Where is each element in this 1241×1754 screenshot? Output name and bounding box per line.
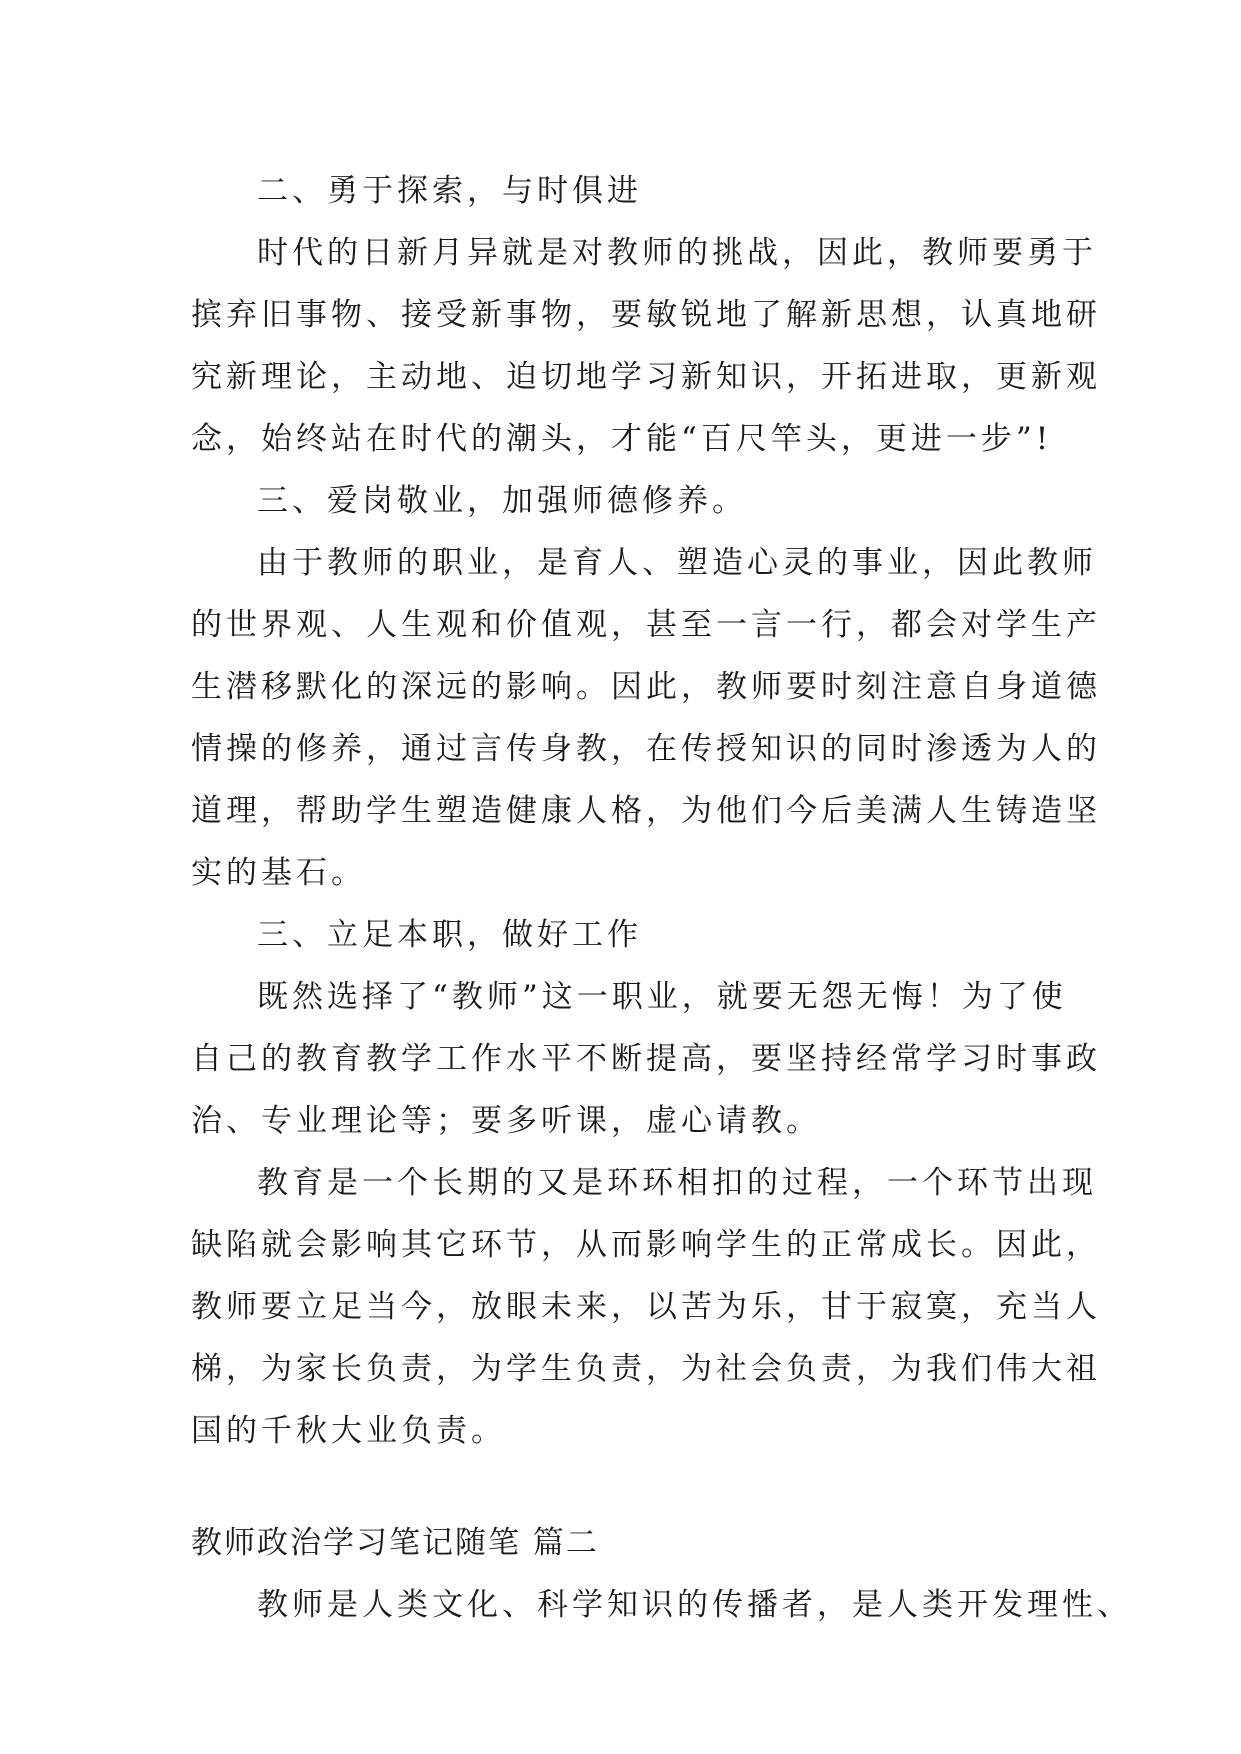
paragraph-line: 的世界观、人生观和价值观，甚至一言一行，都会对学生产: [191, 607, 1101, 643]
paragraph-line: 由于教师的职业，是育人、塑造心灵的事业，因此教师: [257, 545, 1097, 581]
paragraph-line: 情操的修养，通过言传身教，在传授知识的同时渗透为人的: [191, 731, 1101, 767]
paragraph-line: 时代的日新月异就是对教师的挑战，因此，教师要勇于: [257, 235, 1097, 271]
paragraph-line: 教师是人类文化、科学知识的传播者，是人类开发理性、: [257, 1587, 1132, 1623]
document-body: [191, 160, 1132, 1636]
paragraph-line: 道理，帮助学生塑造健康人格，为他们今后美满人生铸造坚: [191, 793, 1101, 829]
paragraph-line: 国的千秋大业负责。: [191, 1413, 506, 1449]
section-heading: 二、勇于探索，与时俱进: [257, 173, 642, 209]
paragraph-line: 缺陷就会影响其它环节，从而影响学生的正常成长。因此，: [191, 1227, 1101, 1263]
paragraph-line: 既然选择了“教师”这一职业，就要无怨无悔！为了使: [257, 979, 1067, 1015]
paragraph-line: 教师要立足当今，放眼未来，以苦为乐，甘于寂寞，充当人: [191, 1289, 1101, 1325]
paragraph-line: 摈弃旧事物、接受新事物，要敏锐地了解新思想，认真地研: [191, 297, 1101, 333]
paragraph-line: 教育是一个长期的又是环环相扣的过程，一个环节出现: [257, 1165, 1097, 1201]
section-heading: 三、立足本职，做好工作: [257, 917, 642, 953]
paragraph-line: 念，始终站在时代的潮头，才能“百尺竿头，更进一步”!: [191, 421, 1053, 457]
paragraph-line: 究新理论，主动地、迫切地学习新知识，开拓进取，更新观: [191, 359, 1101, 395]
section-heading: 三、爱岗敬业，加强师德修养。: [257, 483, 747, 519]
paragraph-line: 治、专业理论等；要多听课，虚心请教。: [191, 1103, 821, 1139]
paragraph-line: 实的基石。: [191, 855, 366, 891]
section-spacer: [191, 1462, 1053, 1512]
paragraph-line: 自己的教育教学工作水平不断提高，要坚持经常学习时事政: [191, 1041, 1101, 1077]
paragraph-line: 生潜移默化的深远的影响。因此，教师要时刻注意自身道德: [191, 669, 1101, 705]
paragraph-line: 梯，为家长负责，为学生负责，为社会负责，为我们伟大祖: [191, 1351, 1101, 1387]
article-title: 教师政治学习笔记随笔 篇二: [191, 1525, 599, 1561]
